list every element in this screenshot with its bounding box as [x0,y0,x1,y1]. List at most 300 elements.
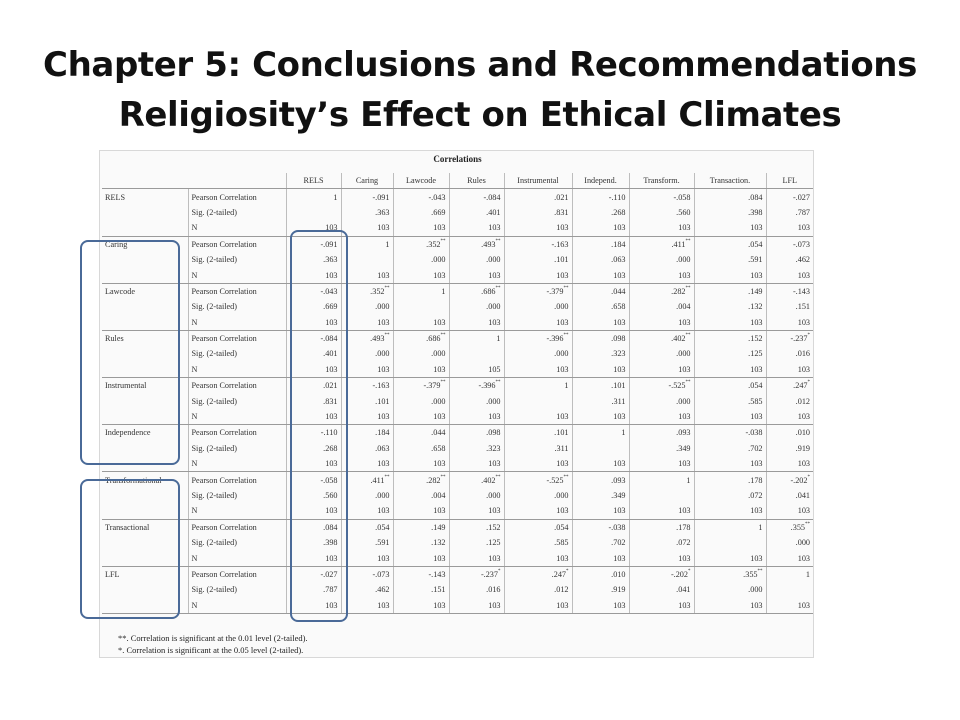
table-cell: 103 [504,456,572,472]
table-cell: 103 [572,550,629,566]
table-cell: 103 [341,315,393,331]
table-row [102,330,813,346]
table-cell: -.396** [504,330,572,346]
significance-marker: * [807,380,810,386]
table-cell: -.043 [393,189,449,205]
correlation-table-image [99,150,814,658]
table-row [102,189,813,205]
column-header: LFL [766,173,813,189]
table-cell: 103 [766,503,813,519]
table-cell: .012 [766,393,813,408]
stat-label: Pearson Correlation [188,519,286,535]
table-cell: 103 [629,598,694,614]
table-cell: .072 [629,535,694,550]
table-cell: -.110 [572,189,629,205]
table-cell [393,299,449,314]
table-cell: 103 [504,503,572,519]
table-cell: 105 [449,362,504,378]
table-cell: 103 [694,503,766,519]
table-cell: .363 [341,205,393,220]
table-cell: .054 [694,378,766,394]
table-cell: 103 [286,409,341,425]
table-cell [341,252,393,267]
table-row [102,346,813,361]
variable-label-empty [102,220,188,236]
table-cell: 103 [694,550,766,566]
table-row [102,441,813,456]
table-cell: 103 [449,503,504,519]
table-row [102,582,813,597]
table-cell: 103 [286,456,341,472]
table-cell: -.073 [766,236,813,252]
significance-marker: ** [384,333,390,339]
table-cell: .401 [286,346,341,361]
table-cell: .831 [286,393,341,408]
table-cell: .044 [393,425,449,441]
column-header: Caring [341,173,393,189]
table-cell: .323 [449,441,504,456]
table-cell: .152 [449,519,504,535]
table-cell: .000 [504,346,572,361]
table-cell: 103 [341,267,393,283]
significance-marker: * [807,474,810,480]
table-row [102,362,813,378]
table-cell: 103 [449,267,504,283]
header-blank [102,173,188,189]
table-cell: .101 [572,378,629,394]
table-cell: .054 [341,519,393,535]
table-row [102,283,813,299]
table-cell: 103 [572,315,629,331]
table-cell: 103 [766,267,813,283]
stat-label: Pearson Correlation [188,189,286,205]
variable-label: Rules [105,334,124,344]
table-cell: .355** [766,519,813,535]
table-cell: .000 [449,488,504,503]
table-cell: .151 [393,582,449,597]
table-cell: .000 [393,393,449,408]
table-cell: .702 [572,535,629,550]
table-row [102,299,813,314]
footnote-005: *. Correlation is significant at the 0.05 level (2-tailed). [118,645,304,655]
table-cell: .919 [766,441,813,456]
table-cell: 1 [504,378,572,394]
variable-label: Lawcode [105,286,136,296]
table-cell: .178 [694,472,766,488]
table-cell: .560 [629,205,694,220]
stat-label: Sig. (2-tailed) [188,252,286,267]
table-cell: 103 [393,220,449,236]
table-cell: 103 [341,362,393,378]
table-cell: -.073 [341,566,393,582]
table-cell: 103 [449,315,504,331]
table-cell: .349 [629,441,694,456]
table-cell: -.084 [449,189,504,205]
table-cell: .044 [572,283,629,299]
table-row [102,488,813,503]
column-header: RELS [286,173,341,189]
table-cell: .041 [629,582,694,597]
table-cell: 103 [393,409,449,425]
table-cell: -.202* [766,472,813,488]
table-cell: .000 [504,299,572,314]
table-cell: .323 [572,346,629,361]
table-cell: .282** [629,283,694,299]
table-row [102,267,813,283]
table-row [102,425,813,441]
stat-label: Sig. (2-tailed) [188,299,286,314]
table-cell: 103 [694,220,766,236]
table-cell: 103 [286,267,341,283]
table-row [102,409,813,425]
stat-label: N [188,267,286,283]
stat-label: N [188,220,286,236]
significance-marker: * [688,568,691,574]
table-cell: -.058 [629,189,694,205]
table-cell: .132 [393,535,449,550]
significance-marker: ** [563,333,569,339]
table-cell: .411** [341,472,393,488]
table-row [102,252,813,267]
table-cell: .098 [572,330,629,346]
table-cell: 103 [629,315,694,331]
table-cell: -.237* [766,330,813,346]
column-header: Instrumental [504,173,572,189]
table-cell: -.379** [504,283,572,299]
table-cell: .398 [694,205,766,220]
stat-label: Pearson Correlation [188,472,286,488]
table-cell: .247* [504,566,572,582]
stat-label: Pearson Correlation [188,283,286,299]
table-cell: 103 [393,550,449,566]
table-cell: 103 [393,503,449,519]
table-cell: .352** [393,236,449,252]
table-cell: 103 [393,362,449,378]
significance-marker: ** [384,474,390,480]
table-cell: .591 [341,535,393,550]
table-cell: 103 [504,220,572,236]
table-cell: .585 [504,535,572,550]
table-cell: .149 [694,283,766,299]
table-cell: .311 [504,441,572,456]
table-cell: .000 [393,346,449,361]
table-cell: .669 [286,299,341,314]
stat-label: Sig. (2-tailed) [188,535,286,550]
table-cell: .402** [629,330,694,346]
significance-marker: * [807,333,810,339]
significance-marker: ** [495,238,501,244]
table-cell: .493** [341,330,393,346]
table-cell [629,488,694,503]
table-cell: -.027 [286,566,341,582]
table-cell: 103 [393,598,449,614]
table-row [102,598,813,614]
table-cell: 103 [286,550,341,566]
table-row [102,472,813,488]
table-cell: .000 [449,252,504,267]
variable-label: Caring [105,239,128,249]
highlight-box-rels-column [290,230,348,622]
table-cell: .125 [694,346,766,361]
table-cell: 103 [766,362,813,378]
table-cell: .101 [504,425,572,441]
table-cell: 103 [629,503,694,519]
table-cell: .093 [629,425,694,441]
table-cell: 103 [572,267,629,283]
significance-marker: ** [495,474,501,480]
table-cell: .352** [341,283,393,299]
stat-label: Sig. (2-tailed) [188,488,286,503]
stat-label: N [188,598,286,614]
table-cell: 103 [629,267,694,283]
table-cell: 1 [393,283,449,299]
column-header: Rules [449,173,504,189]
table-cell: .787 [286,582,341,597]
table-row [102,566,813,582]
table-row [102,550,813,566]
significance-marker: ** [384,285,390,291]
table-cell: .054 [504,519,572,535]
table-cell: 1 [341,236,393,252]
significance-marker: ** [495,380,501,386]
stat-label: Pearson Correlation [188,236,286,252]
table-cell: .184 [572,236,629,252]
table-cell: .411** [629,236,694,252]
table-cell: .041 [766,488,813,503]
stat-label: N [188,503,286,519]
significance-marker: ** [685,238,691,244]
significance-marker: ** [563,285,569,291]
table-cell: 103 [449,598,504,614]
table-cell: .000 [393,252,449,267]
table-cell: -.379** [393,378,449,394]
table-cell: 1 [572,425,629,441]
table-cell: 103 [286,315,341,331]
table-row [102,503,813,519]
table-cell: 103 [766,598,813,614]
table-cell: 1 [694,519,766,535]
table-cell: .010 [766,425,813,441]
table-cell [504,393,572,408]
table-cell: .000 [766,535,813,550]
table-cell: .012 [504,582,572,597]
table-cell: 103 [572,220,629,236]
table-cell: 1 [286,189,341,205]
table-cell: 103 [572,598,629,614]
title-line-1: Chapter 5: Conclusions and Recommendations [43,45,917,85]
table-cell: -.525** [629,378,694,394]
table-cell: .178 [629,519,694,535]
significance-marker: ** [440,380,446,386]
table-cell: 103 [629,409,694,425]
table-cell: .084 [694,189,766,205]
stat-label: N [188,409,286,425]
stat-label: N [188,550,286,566]
table-cell: 103 [286,362,341,378]
table-cell: -.110 [286,425,341,441]
table-cell: 103 [504,598,572,614]
table-cell: 103 [341,550,393,566]
table-cell: .000 [629,346,694,361]
table-cell: 103 [694,315,766,331]
column-header: Lawcode [393,173,449,189]
table-cell: .000 [629,252,694,267]
stat-label: Sig. (2-tailed) [188,393,286,408]
table-cell: 103 [286,598,341,614]
table-cell: 103 [341,503,393,519]
table-cell: 103 [504,267,572,283]
table-cell: .016 [449,582,504,597]
column-header: Transform. [629,173,694,189]
table-cell: .084 [286,519,341,535]
table-cell: 103 [766,220,813,236]
variable-label: Independence [105,428,151,438]
table-cell: .000 [449,299,504,314]
table-cell: 1 [629,472,694,488]
table-cell: 103 [341,220,393,236]
table-row [102,393,813,408]
significance-marker: * [498,568,501,574]
table-cell: -.027 [766,189,813,205]
table-cell: 103 [629,220,694,236]
table-cell: .000 [449,393,504,408]
table-cell: -.525** [504,472,572,488]
table-row [102,535,813,550]
table-cell: .585 [694,393,766,408]
significance-marker: ** [805,521,810,527]
table-cell: 103 [449,220,504,236]
table-caption: Correlations [433,154,482,164]
table-cell: -.038 [572,519,629,535]
table-cell: 103 [766,550,813,566]
table-cell: .658 [393,441,449,456]
significance-marker: ** [563,474,569,480]
table-cell: .493** [449,236,504,252]
highlight-box-transformational-lfl [80,479,180,619]
table-cell: .560 [286,488,341,503]
slide-title [0,40,960,140]
table-cell: .355** [694,566,766,582]
table-cell: .125 [449,535,504,550]
table-cell: .093 [572,472,629,488]
correlation-table [102,173,813,614]
table-cell: 103 [341,598,393,614]
table-cell [449,346,504,361]
significance-marker: ** [685,285,691,291]
table-cell: 103 [286,220,341,236]
table-cell: 103 [449,456,504,472]
table-cell: 103 [504,409,572,425]
table-cell: 103 [393,267,449,283]
table-row [102,205,813,220]
table-cell: .349 [572,488,629,503]
table-cell: 103 [572,456,629,472]
table-cell: .402** [449,472,504,488]
table-row [102,378,813,394]
table-cell: .016 [766,346,813,361]
table-cell: 103 [341,409,393,425]
table-cell: .010 [572,566,629,582]
significance-marker: * [566,568,569,574]
table-cell: 103 [694,267,766,283]
significance-marker: ** [757,568,763,574]
table-cell: 103 [629,456,694,472]
table-cell [694,535,766,550]
table-cell: .101 [504,252,572,267]
table-cell: .063 [572,252,629,267]
table-cell: .054 [694,236,766,252]
table-cell: .004 [393,488,449,503]
table-header-row [102,173,813,189]
stat-label: Pearson Correlation [188,330,286,346]
table-cell: .787 [766,205,813,220]
table-cell: 103 [694,598,766,614]
table-cell: .658 [572,299,629,314]
stat-label: Pearson Correlation [188,566,286,582]
table-cell: .021 [504,189,572,205]
variable-label-empty [102,205,188,220]
table-cell: .268 [286,441,341,456]
table-cell: 1 [449,330,504,346]
stat-label: N [188,315,286,331]
table-cell: -.163 [504,236,572,252]
table-cell: .000 [341,488,393,503]
stat-label: Sig. (2-tailed) [188,346,286,361]
table-cell: 103 [504,550,572,566]
table-cell: .149 [393,519,449,535]
table-cell: 103 [393,456,449,472]
table-cell: 103 [572,503,629,519]
significance-marker: ** [685,333,691,339]
table-cell: 103 [449,409,504,425]
table-cell: .919 [572,582,629,597]
significance-marker: ** [440,474,446,480]
table-cell: 103 [629,362,694,378]
significance-marker: ** [440,238,446,244]
footnote-001: **. Correlation is significant at the 0.01 level (2-tailed). [118,633,308,643]
table-cell: 103 [504,362,572,378]
table-cell: -.091 [341,189,393,205]
table-cell: 103 [504,315,572,331]
table-cell: .398 [286,535,341,550]
table-cell: 103 [766,409,813,425]
significance-marker: ** [685,380,691,386]
table-cell: .401 [449,205,504,220]
table-cell: 103 [393,315,449,331]
table-cell: .000 [504,488,572,503]
stat-label: Sig. (2-tailed) [188,582,286,597]
table-cell: .462 [341,582,393,597]
table-cell: 103 [694,409,766,425]
table-cell: .004 [629,299,694,314]
table-cell: .000 [341,299,393,314]
table-cell: .591 [694,252,766,267]
table-cell: .282** [393,472,449,488]
table-cell: .686** [449,283,504,299]
table-cell: .831 [504,205,572,220]
table-cell: .098 [449,425,504,441]
table-cell: -.043 [286,283,341,299]
table-cell: -.058 [286,472,341,488]
table-cell: 103 [572,362,629,378]
table-cell: .311 [572,393,629,408]
table-cell: .021 [286,378,341,394]
table-cell: .072 [694,488,766,503]
table-cell: -.143 [766,283,813,299]
table-cell [572,441,629,456]
table-cell: .184 [341,425,393,441]
stat-label: Sig. (2-tailed) [188,205,286,220]
